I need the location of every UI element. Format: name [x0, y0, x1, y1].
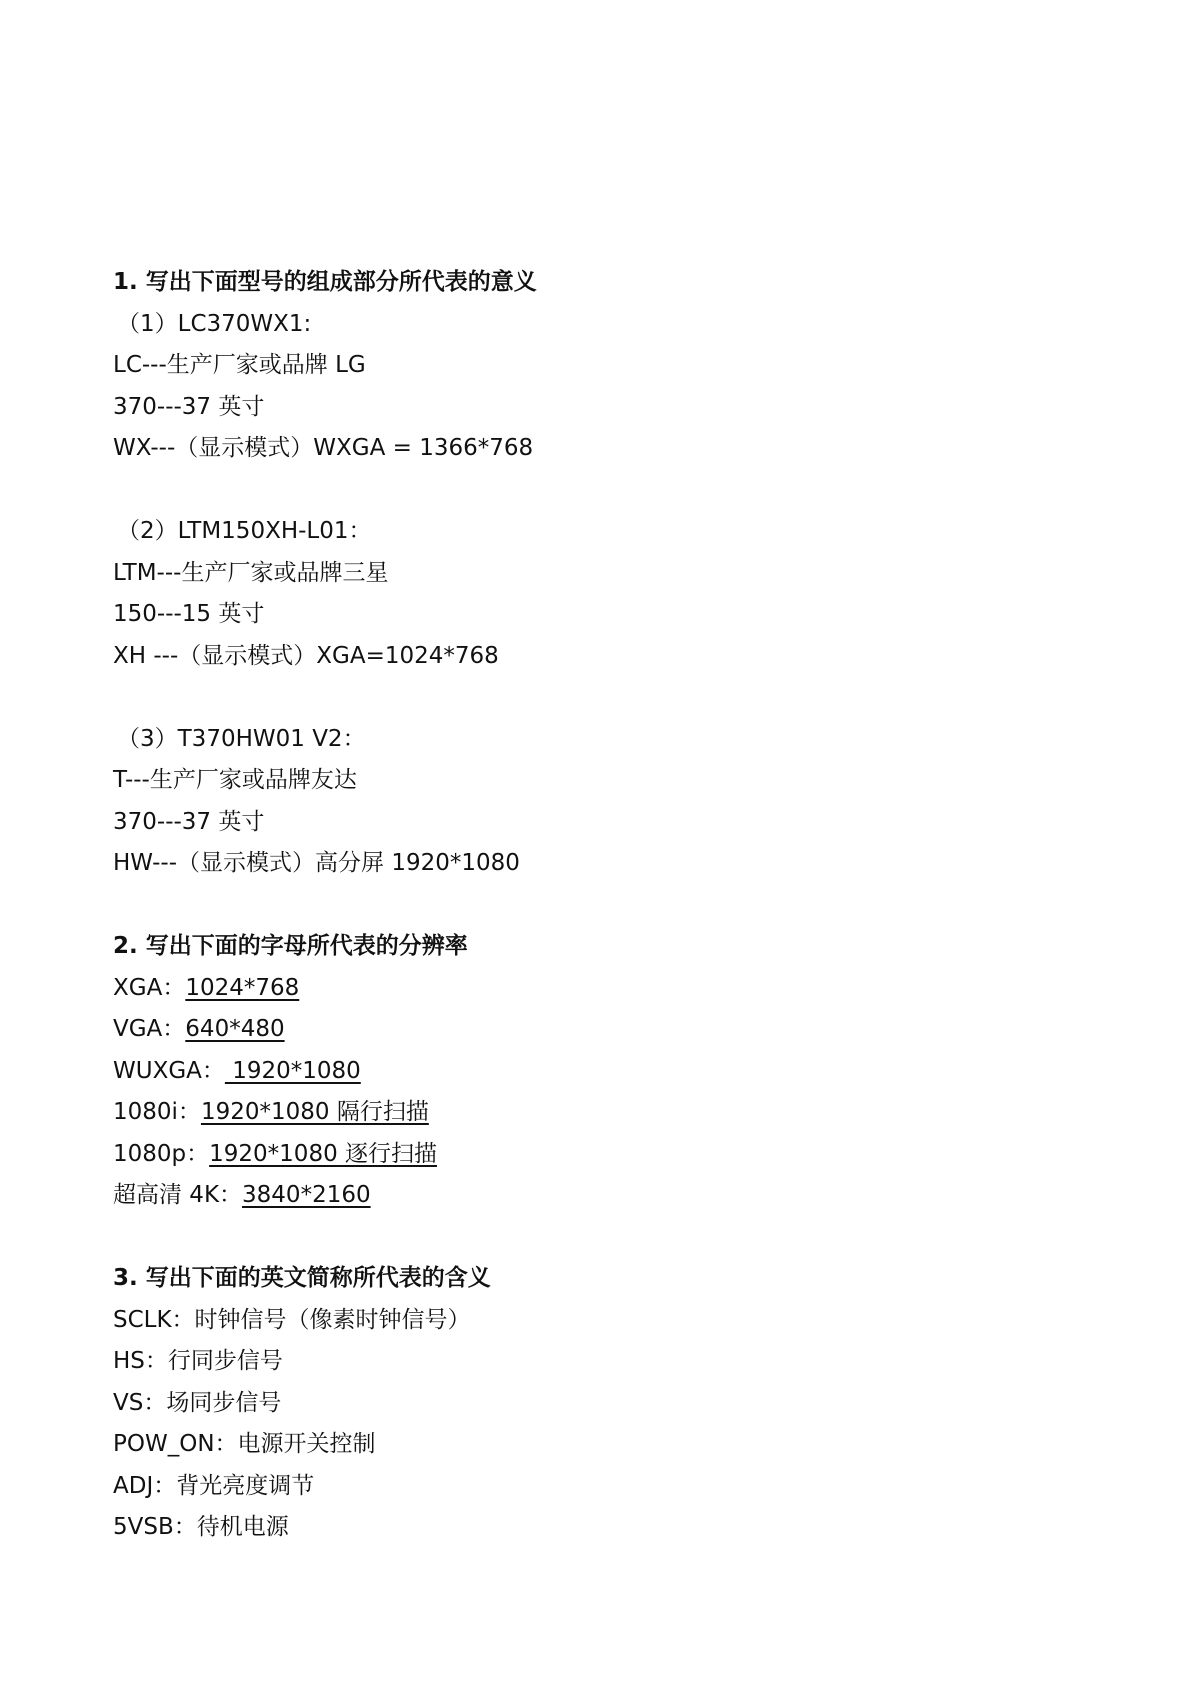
resolution-row [113, 1092, 1093, 1134]
model-2-line: XH ---（显示模式）XGA=1024*768 [113, 642, 499, 669]
model-2-line: LTM---生产厂家或品牌三星 [113, 559, 389, 586]
resolution-label: WUXGA： [113, 1057, 225, 1084]
abbreviation-line: SCLK：时钟信号（像素时钟信号） [113, 1306, 471, 1333]
model-2-line: 150---15 英寸 [113, 601, 265, 627]
model-1-line: LC---生产厂家或品牌 LG [113, 352, 366, 378]
resolution-row [113, 1134, 1093, 1176]
model-3-header: （3）T370HW01 V2： [117, 725, 366, 752]
model-1-header: （1）LC370WX1: [117, 310, 312, 337]
resolution-row [113, 968, 1093, 1010]
resolution-answer: 3840*2160 [242, 1182, 371, 1208]
abbreviation-line: ADJ：背光亮度调节 [113, 1472, 315, 1499]
model-1-line: WX---（显示模式）WXGA = 1366*768 [113, 435, 534, 461]
resolution-label: VGA： [113, 1016, 186, 1042]
abbreviation-line: 5VSB：待机电源 [113, 1514, 289, 1540]
resolution-answer: 1024*768 [185, 974, 300, 1001]
resolution-row [113, 1051, 1093, 1093]
section-2-title: 2. 写出下面的字母所代表的分辨率 [113, 933, 468, 959]
resolution-answer: 1920*1080 隔行扫描 [200, 1099, 429, 1125]
resolution-label: 1080p： [113, 1140, 210, 1167]
section-1-title: 1. 写出下面型号的组成部分所代表的意义 [113, 269, 537, 295]
resolution-answer: 1920*1080 逐行扫描 [209, 1140, 438, 1167]
model-3-line: HW---（显示模式）高分屏 1920*1080 [113, 850, 520, 876]
resolution-answer: 640*480 [185, 1016, 285, 1042]
resolution-row [113, 1009, 1093, 1051]
spacer [113, 1217, 1093, 1259]
abbreviation-line: HS：行同步信号 [113, 1348, 283, 1374]
resolution-label: 超高清 4K： [113, 1182, 243, 1208]
spacer [113, 677, 1093, 719]
model-2-header: （2）LTM150XH-L01： [117, 518, 372, 544]
model-3-line: 370---37 英寸 [113, 808, 265, 835]
model-1-line: 370---37 英寸 [113, 393, 265, 420]
abbreviation-line: POW_ON：电源开关控制 [113, 1431, 376, 1457]
spacer [113, 470, 1093, 512]
abbreviation-line: VS：场同步信号 [113, 1389, 282, 1416]
document-page [113, 262, 1093, 1549]
resolution-row [113, 1175, 1093, 1217]
resolution-label: XGA： [113, 974, 186, 1001]
resolution-answer: 1920*1080 [224, 1057, 361, 1084]
resolution-label: 1080i： [113, 1099, 201, 1125]
spacer [113, 885, 1093, 927]
model-3-line: T---生产厂家或品牌友达 [113, 767, 357, 793]
section-3-title: 3. 写出下面的英文简称所代表的含义 [113, 1265, 491, 1291]
